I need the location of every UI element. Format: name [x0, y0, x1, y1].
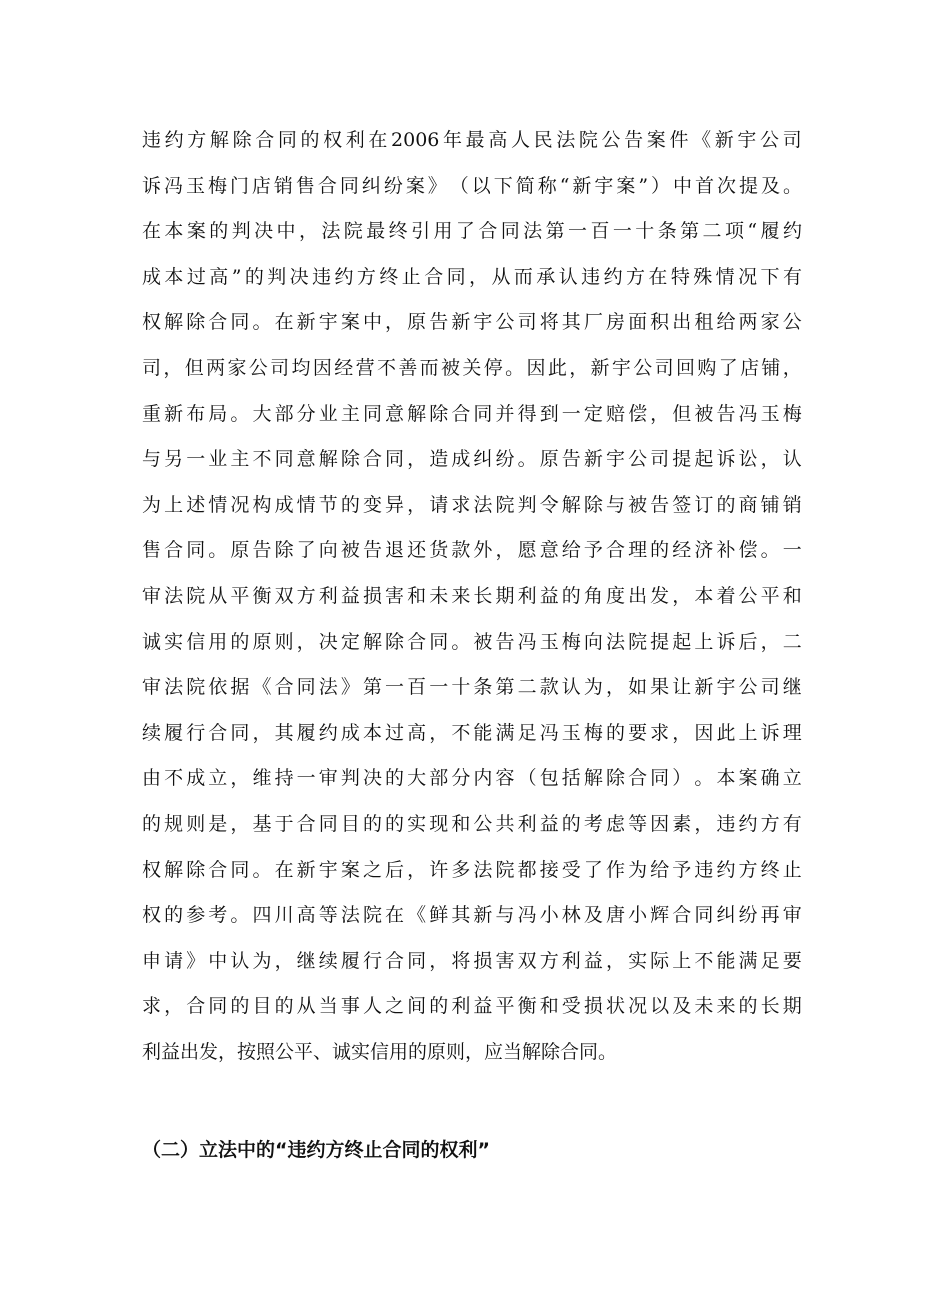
paragraph-line: 售 合 同 。 原 告 除 了 向 被 告 退 还 货 款 外 ， 愿 意 给 予 合 理 的 经 济 补 偿 。 一 — [142, 539, 802, 562]
paragraph-line: 成 本 过 高 ” 的 判 决 违 约 方 终 止 合 同 ， 从 而 承 认 违 约 方 在 特 殊 情 况 下 有 — [142, 265, 802, 288]
section-heading: （二）立法中的“违约方终止合同的权利” — [142, 1139, 490, 1161]
paragraph-line: 权 解 除 合 同 。 在 新 宇 案 之 后 ， 许 多 法 院 都 接 受 了 作 为 给 予 违 约 方 终 止 — [142, 858, 802, 881]
paragraph-line: 为 上 述 情 况 构 成 情 节 的 变 异 ， 请 求 法 院 判 令 解 除 与 被 告 签 订 的 商 铺 销 — [142, 493, 802, 516]
paragraph-line: 权 的 参 考 。 四 川 高 等 法 院 在 《 鲜 其 新 与 冯 小 林 及 唐 小 辉 合 同 纠 纷 再 审 — [142, 904, 802, 927]
paragraph-line: 审 法 院 从 平 衡 双 方 利 益 损 害 和 未 来 长 期 利 益 的 角 度 出 发 ， 本 着 公 平 和 — [142, 584, 802, 607]
paragraph-line: 司 ， 但 两 家 公 司 均 因 经 营 不 善 而 被 关 停 。 因 此 ， 新 宇 公 司 回 购 了 店 铺 ， — [142, 356, 802, 379]
body-paragraph — [142, 118, 802, 1075]
paragraph-line: 在 本 案 的 判 决 中 ， 法 院 最 终 引 用 了 合 同 法 第 一 百 一 十 条 第 二 项 “ 履 约 — [142, 220, 802, 243]
paragraph-line: 续 履 行 合 同 ， 其 履 约 成 本 过 高 ， 不 能 满 足 冯 玉 梅 的 要 求 ， 因 此 上 诉 理 — [142, 721, 802, 744]
paragraph-line: 诚 实 信 用 的 原 则 ， 决 定 解 除 合 同 。 被 告 冯 玉 梅 向 法 院 提 起 上 诉 后 ， 二 — [142, 630, 802, 653]
paragraph-line: 重 新 布 局 。 大 部 分 业 主 同 意 解 除 合 同 并 得 到 一 定 赔 偿 ， 但 被 告 冯 玉 梅 — [142, 402, 802, 425]
paragraph-line: 利益出发，按照公平、诚实信用的原则，应当解除合同。 — [142, 1040, 618, 1063]
paragraph-line: 由 不 成 立 ， 维 持 一 审 判 决 的 大 部 分 内 容 （ 包 括 解 除 合 同 ） 。 本 案 确 立 — [142, 767, 802, 790]
paragraph-line: 违 约 方 解 除 合 同 的 权 利 在 2006 年 最 高 人 民 法 院 公 告 案 件 《 新 宇 公 司 — [142, 129, 802, 151]
paragraph-line: 申 请 》 中 认 为 ， 继 续 履 行 合 同 ， 将 损 害 双 方 利 益 ， 实 际 上 不 能 满 足 要 — [142, 949, 802, 972]
paragraph-line: 诉 冯 玉 梅 门 店 销 售 合 同 纠 纷 案 》 （ 以 下 简 称 “ 新 宇 案 ” ） 中 首 次 提 及 。 — [142, 174, 802, 197]
paragraph-line: 求 ， 合 同 的 目 的 从 当 事 人 之 间 的 利 益 平 衡 和 受 损 状 况 以 及 未 来 的 长 期 — [142, 995, 802, 1018]
paragraph-line: 审 法 院 依 据 《 合 同 法 》 第 一 百 一 十 条 第 二 款 认 为 ， 如 果 让 新 宇 公 司 继 — [142, 676, 802, 699]
paragraph-line: 与 另 一 业 主 不 同 意 解 除 合 同 ， 造 成 纠 纷 。 原 告 新 宇 公 司 提 起 诉 讼 ， 认 — [142, 448, 802, 471]
paragraph-line: 权 解 除 合 同 。 在 新 宇 案 中 ， 原 告 新 宇 公 司 将 其 厂 房 面 积 出 租 给 两 家 公 — [142, 311, 802, 334]
paragraph-line: 的 规 则 是 ， 基 于 合 同 目 的 的 实 现 和 公 共 利 益 的 考 虑 等 因 素 ， 违 约 方 有 — [142, 812, 802, 835]
